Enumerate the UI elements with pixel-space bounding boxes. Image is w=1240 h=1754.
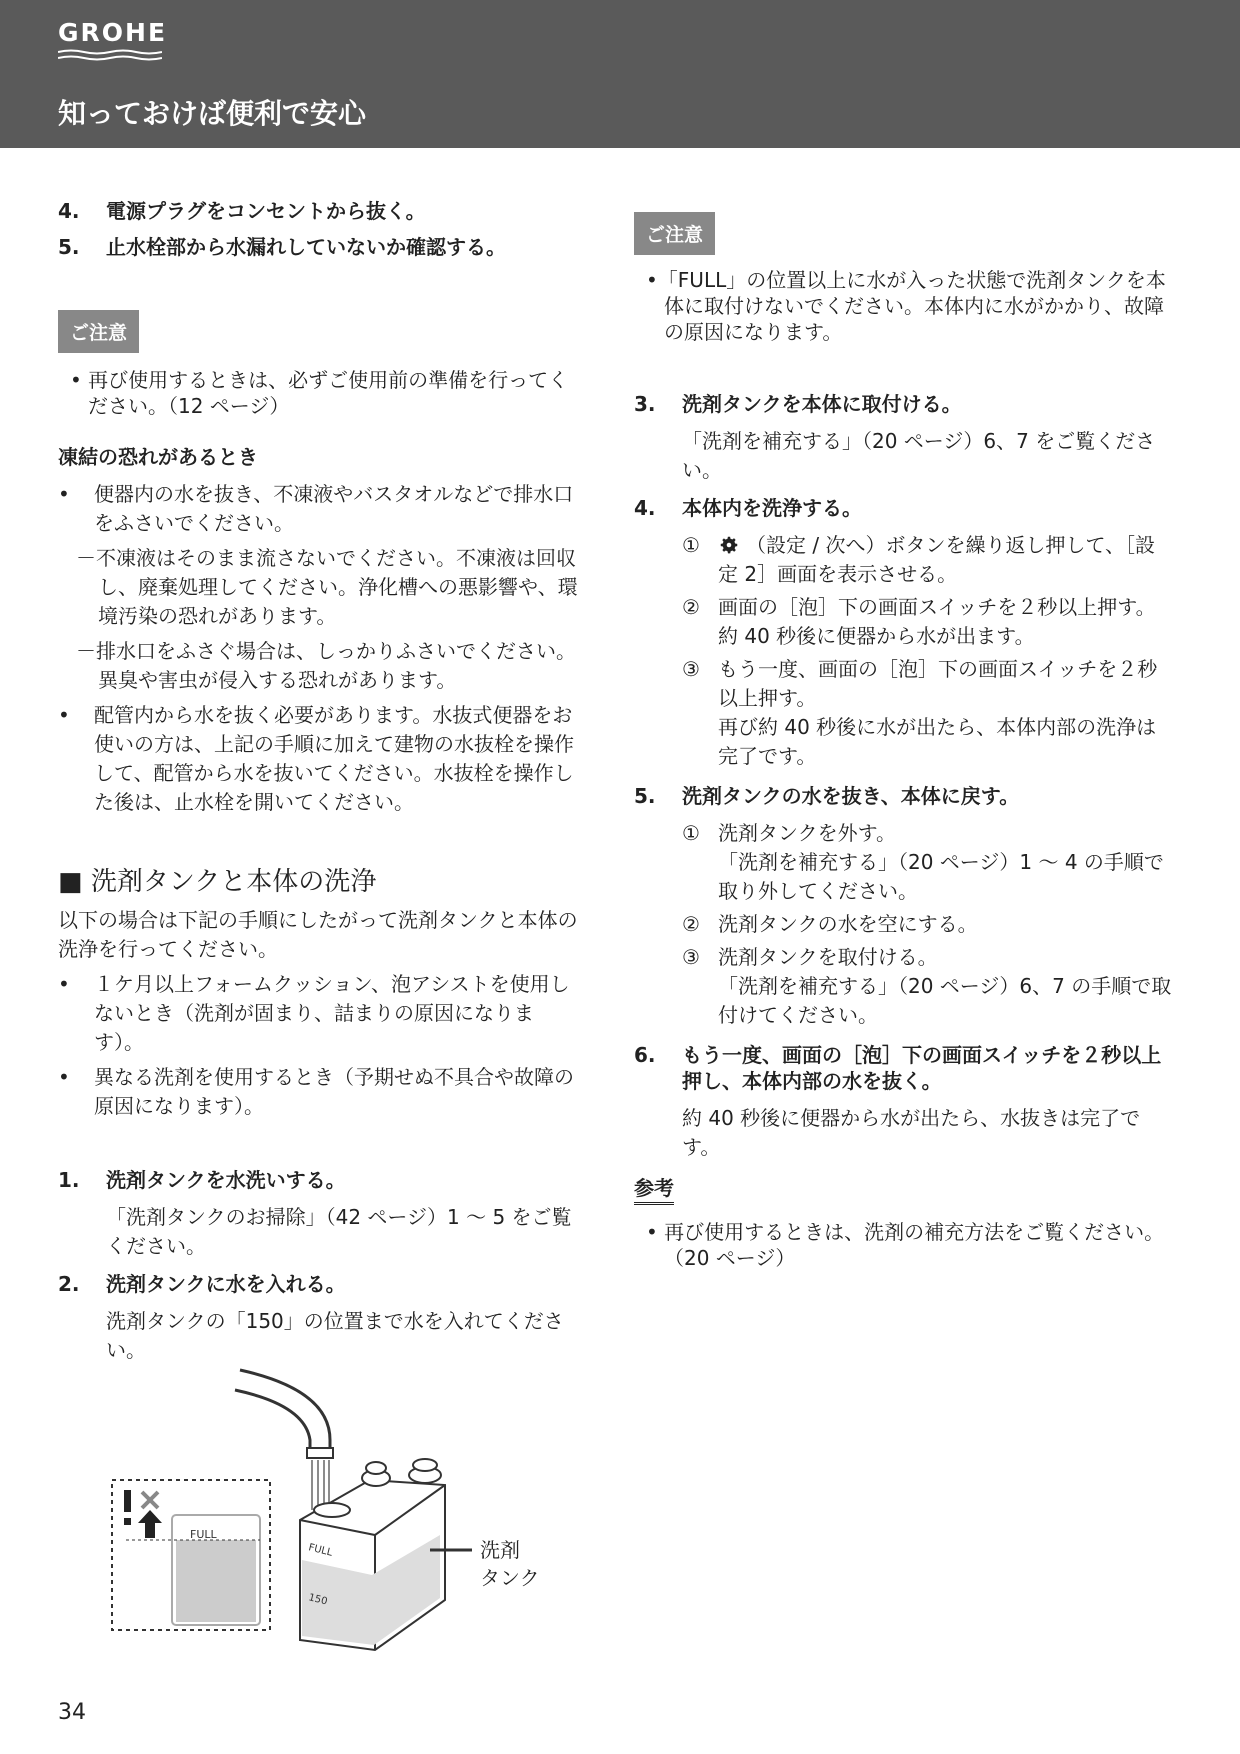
step-text: 洗剤タンクを水洗いする。	[106, 1168, 346, 1192]
substep-text: 洗剤タンクを外す。	[718, 821, 896, 845]
step-4	[634, 495, 1174, 521]
substep-detail: 「洗剤を補充する」（20 ページ）1 ～ 4 の手順で取り外してください。	[718, 850, 1164, 903]
list-item	[58, 480, 578, 538]
tank-label	[480, 1536, 540, 1592]
full-mark: FULL	[307, 1542, 334, 1559]
mark-150: 150	[307, 1592, 329, 1608]
section-title: ■ 洗剤タンクと本体の洗浄	[58, 867, 377, 897]
step-5	[58, 234, 578, 260]
step-number: 5.	[634, 784, 656, 808]
warning-icon	[124, 1490, 131, 1512]
full-mark: FULL	[190, 1528, 217, 1541]
bullet-mark: •	[58, 1065, 70, 1089]
step-text: 洗剤タンクを本体に取付ける。	[682, 392, 962, 416]
substep	[682, 910, 1174, 939]
step-body: 「洗剤タンクのお掃除」（42 ページ）1 ～ 5 をご覧ください。	[106, 1205, 572, 1258]
substep-number: ①	[682, 821, 700, 845]
substep-number: ③	[682, 657, 700, 681]
step-number: 4.	[634, 496, 656, 520]
tank-label-line1: 洗剤	[480, 1538, 520, 1562]
caution-note: • 再び使用するときは、必ずご使用前の準備を行ってください。（12 ページ）	[70, 368, 569, 418]
list-item	[58, 970, 578, 1057]
step-6	[634, 1042, 1174, 1094]
right-column	[634, 212, 1174, 1279]
step-text: 止水栓部から水漏れしていないか確認する。	[106, 235, 506, 259]
bullet-mark: •	[58, 482, 70, 506]
section-intro: 以下の場合は下記の手順にしたがって洗剤タンクと本体の洗浄を行ってください。	[58, 908, 578, 961]
substep-detail: 約 40 秒後に便器から水が出ます。	[718, 624, 1035, 648]
bullet-mark: •	[58, 972, 70, 996]
step-text: もう一度、画面の［泡］下の画面スイッチを２秒以上押し、本体内部の水を抜く。	[682, 1043, 1162, 1093]
step-number: 6.	[634, 1043, 656, 1067]
step-number: 5.	[58, 235, 80, 259]
step-number: 4.	[58, 199, 80, 223]
tank-illustration	[100, 1360, 550, 1660]
substep-number: ①	[682, 533, 700, 557]
caution-badge: ご注意	[634, 212, 715, 255]
substep-text: 洗剤タンクの水を空にする。	[718, 912, 978, 936]
step-text: 洗剤タンクの水を抜き、本体に戻す。	[682, 784, 1020, 808]
dash-item: －排水口をふさぐ場合は、しっかりふさいでください。異臭や害虫が侵入する恐れがあります。	[76, 639, 576, 692]
step-1	[58, 1167, 578, 1193]
up-arrow-icon	[138, 1510, 162, 1538]
step-body: 「洗剤を補充する」（20 ページ）6、7 をご覧ください。	[682, 429, 1156, 482]
caution-note: •「FULL」の位置以上に水が入った状態で洗剤タンクを本体に取付けないでください。本体内に水がかかり、故障の原因になります。	[646, 268, 1166, 344]
substep-number: ②	[682, 912, 700, 936]
list-item-text: 異なる洗剤を使用するとき（予期せぬ不具合や故障の原因になります）。	[94, 1065, 574, 1118]
list-item-text: １ケ月以上フォームクッション、泡アシストを使用しないとき（洗剤が固まり、詰まりの原因になります）。	[94, 972, 570, 1054]
grohe-logo	[58, 18, 167, 61]
tank-drawing	[100, 1360, 550, 1660]
substep	[682, 593, 1174, 651]
reference-label: 参考	[634, 1172, 674, 1205]
step-5	[634, 783, 1174, 809]
substep-text: 画面の［泡］下の画面スイッチを２秒以上押す。	[718, 595, 1156, 619]
substep	[682, 531, 1174, 589]
step-number: 1.	[58, 1168, 80, 1192]
substep-detail: 「洗剤を補充する」（20 ページ）6、7 の手順で取付けてください。	[718, 974, 1172, 1027]
list-item-text: 便器内の水を抜き、不凍液やバスタオルなどで排水口をふさいでください。	[94, 482, 574, 535]
page-number: 34	[58, 1700, 86, 1725]
logo-text: GROHE	[58, 18, 168, 47]
page-title: 知っておけば便利で安心	[58, 97, 367, 130]
tank-label-line2: タンク	[480, 1566, 540, 1590]
substep-text: 洗剤タンクを取付ける。	[718, 945, 938, 969]
list-item	[58, 701, 578, 817]
step-3	[634, 391, 1174, 417]
caution-badge: ご注意	[58, 310, 139, 353]
step-4	[58, 198, 578, 224]
step-2	[58, 1271, 578, 1297]
freeze-heading: 凍結の恐れがあるとき	[58, 445, 258, 469]
step-text: 電源プラグをコンセントから抜く。	[106, 199, 426, 223]
list-item	[58, 1063, 578, 1121]
substep-detail: 再び約 40 秒後に水が出たら、本体内部の洗浄は完了です。	[718, 715, 1157, 768]
step-body: 洗剤タンクの「150」の位置まで水を入れてください。	[106, 1309, 564, 1362]
substep	[682, 819, 1174, 906]
step-text: 洗剤タンクに水を入れる。	[106, 1272, 346, 1296]
reference-note: • 再び使用するときは、洗剤の補充方法をご覧ください。（20 ページ）	[646, 1220, 1165, 1270]
bullet-mark: •	[58, 703, 70, 727]
substep	[682, 943, 1174, 1030]
substep	[682, 655, 1174, 771]
logo-waves-icon	[58, 49, 162, 61]
step-text: 本体内を洗浄する。	[682, 496, 862, 520]
substep-number: ③	[682, 945, 700, 969]
step-number: 3.	[634, 392, 656, 416]
substep-text: （設定 / 次へ）ボタンを繰り返し押して、［設定 2］画面を表示させる。	[718, 533, 1156, 586]
step-body: 約 40 秒後に便器から水が出たら、水抜きは完了です。	[682, 1106, 1141, 1159]
left-column	[58, 198, 578, 1375]
list-item-text: 配管内から水を抜く必要があります。水抜式便器をお使いの方は、上記の手順に加えて建物の水抜栓を操作して、配管から水を抜いてください。水抜栓を操作した後は、止水栓を開いてください。	[94, 703, 574, 814]
substep-text: もう一度、画面の［泡］下の画面スイッチを２秒以上押す。	[718, 657, 1158, 710]
page-header	[0, 0, 1240, 148]
substep-number: ②	[682, 595, 700, 619]
step-number: 2.	[58, 1272, 80, 1296]
dash-item: －不凍液はそのまま流さないでください。不凍液は回収し、廃棄処理してください。浄化槽への悪影響や、環境汚染の恐れがあります。	[76, 546, 578, 628]
gear-icon	[718, 534, 740, 556]
